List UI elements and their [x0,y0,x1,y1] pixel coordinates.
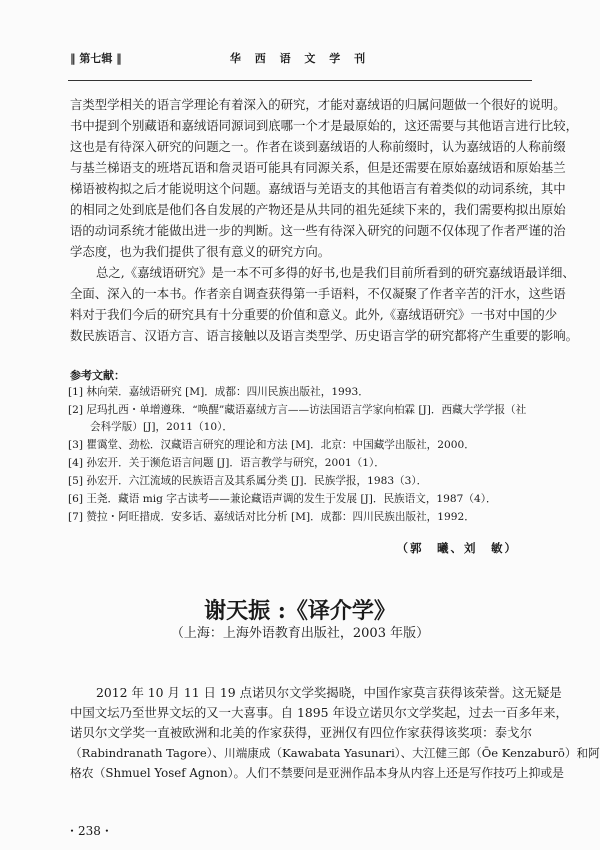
text-line: 料对于我们今后的研究具有十分重要的价值和意义。此外,《嘉绒语研究》一书对中国的少 [70,307,558,322]
text-line: 与基兰梯语支的班塔瓦语和詹灵语可能具有同源关系，但是还需要在原始嘉绒语和原始基兰 [70,160,566,175]
header-rule [68,80,532,81]
journal-title: 华 西 语 文 学 刊 [229,52,371,65]
reference-item: [6] 王尧．藏语 mig 字古读考——兼论藏语声调的发生于发展 [J]．民族语文，1987（4）． [68,493,497,505]
text-line: （Rabindranath Tagore）、川端康成（Kawabata Yasunari）、大江健三郎（Ōe Kenzaburō）和阿 [70,746,600,760]
text-line: 全面、深入的一本书。作者亲自调查获得第一手语料，不仅凝聚了作者辛苦的汗水，这些语 [70,286,566,301]
running-header [70,50,530,64]
text-line: 诺贝尔文学奖一直被欧洲和北美的作家获得，亚洲仅有四位作家获得该奖项：泰戈尔 [70,725,532,740]
text-line: 书中提到个别藏语和嘉绒语同源词到底哪一个才是最原始的，这还需要与其他语言进行比较， [70,118,579,133]
review-title: 谢天振 :《译介学》 [204,598,396,624]
text-line: 梯语被构拟之后才能说明这个问题。嘉绒语与羌语支的其他语言有着类似的动词系统，其中 [70,181,566,196]
text-line: 数民族语言、汉语方言、语言接触以及语言类型学、历史语言学的研究都将产生重要的影响。 [70,328,579,343]
article-authors: （郭 曦、刘 敏） [396,541,518,555]
reference-item: [7] 赞拉・阿旺措成．安多话、嘉绒话对比分析 [M]．成都：四川民族出版社，1992． [68,511,475,523]
reference-item: [3] 瞿霭堂、劲松．汉藏语言研究的理论和方法 [M]．北京：中国藏学出版社，2000． [68,439,475,451]
text-line: 这也是有待深入研究的问题之一。作者在谈到嘉绒语的人称前缀时，认为嘉绒语的人称前缀 [70,139,566,154]
reference-item: [2] 尼玛扎西・单增遵珠．“唤醒”藏语嘉绒方言——访法国语言学家向柏霖 [J]．西藏大学学报（社 [68,404,527,416]
text-line: 的相同之处到底是他们各自发展的产物还是从共同的祖先延续下来的，我们需要构拟出原始 [70,202,566,217]
text-line: 语的动词系统才能做出进一步的判断。这一些有待深入研究的问题不仅体现了作者严谨的治 [70,223,566,238]
references-heading: 参考文献： [70,369,125,382]
reference-item: [1] 林向荣．嘉绒语研究 [M]．成都：四川民族出版社，1993． [68,386,369,398]
text-line: 言类型学相关的语言学理论有着深入的研究，才能对嘉绒语的归属问题做一个很好的说明。 [70,97,566,112]
issue-label: ‖ 第七辑 ‖ [70,52,122,65]
text-line: 学态度，也为我们提供了很有意义的研究方向。 [70,244,331,259]
text-line: 格农（Shmuel Yosef Agnon）。人们不禁要问是亚洲作品本身从内容上还是写作技巧上抑或是 [70,766,564,780]
text-line: 总之,《嘉绒语研究》是一本不可多得的好书,也是我们目前所看到的研究嘉绒语最详细、 [96,265,575,280]
text-line: 2012 年 10 月 11 日 19 点诺贝尔文学奖揭晓，中国作家莫言获得该荣誉。这无疑是 [96,685,562,700]
text-line: 中国文坛乃至世界文坛的又一大喜事。自 1895 年设立诺贝尔文学奖起，过去一百多年来， [70,705,568,720]
reference-item-continued: 会科学版）[J]，2011（10）． [90,421,233,433]
reference-item: [5] 孙宏开．六江流域的民族语言及其系属分类 [J]．民族学报，1983（3）． [68,475,428,487]
reference-item: [4] 孙宏开．关于濒危语言问题 [J]．语言教学与研究，2001（1）． [68,457,385,469]
page-number: ・238・ [66,824,113,838]
review-subtitle: （上海：上海外语教育出版社，2003 年版） [170,626,430,641]
